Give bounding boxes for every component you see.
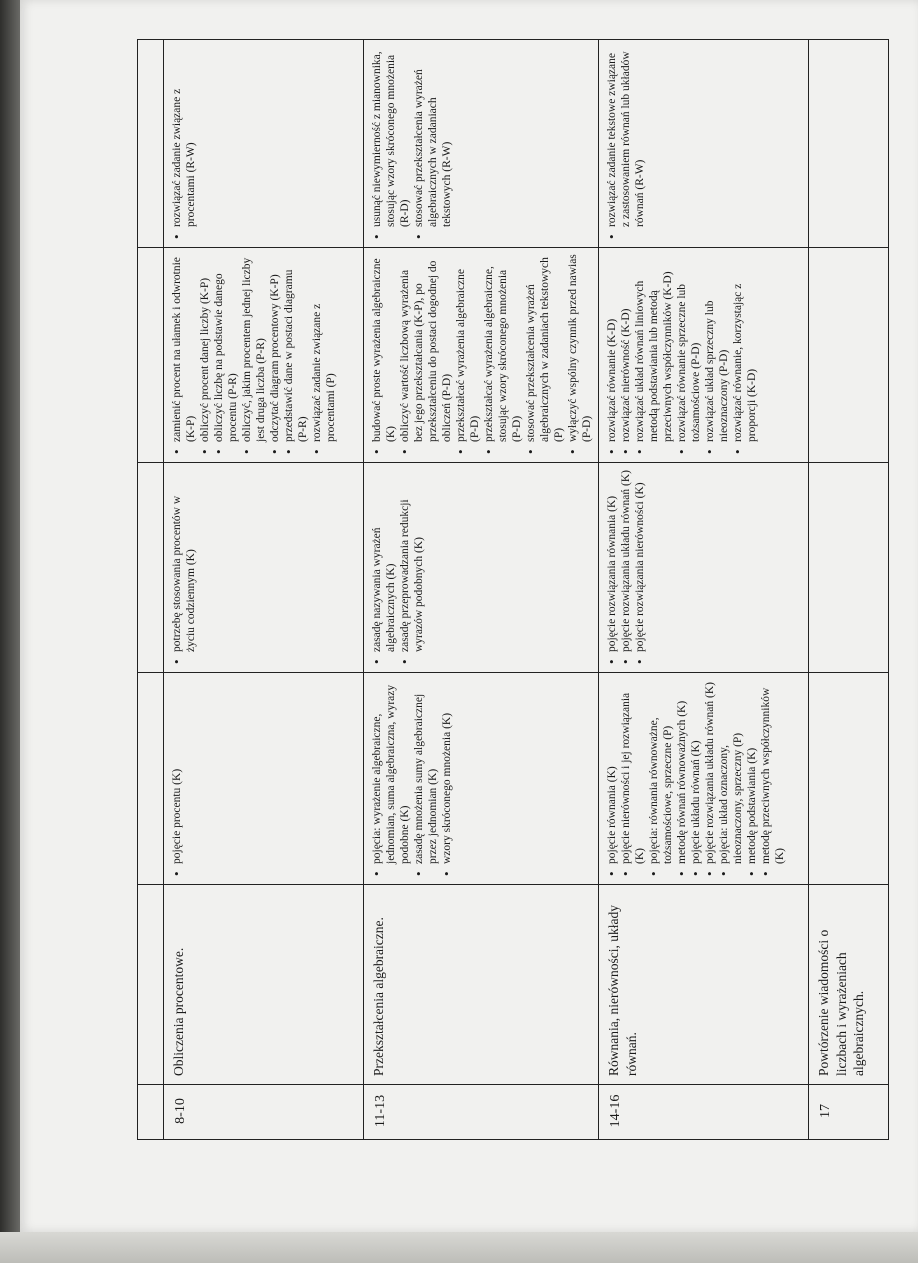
- list-item: • rozwiązać zadanie związane z procentami (P): [310, 254, 338, 442]
- list-item: • potrzebę stosowania procentów w życiu codziennym (K): [170, 469, 198, 652]
- rotated-table-container: [137, 40, 867, 1140]
- list-item: • pojęcie równania (K): [605, 679, 619, 864]
- list-item: • budować proste wyrażenia algebraiczne (K): [370, 254, 398, 442]
- list-item: • przekształcać wyrażenia algebraiczne (P-D): [454, 254, 482, 442]
- binding-shadow: [0, 0, 20, 1232]
- lesson-topic: Równania, nierówności, układy równań.: [599, 885, 809, 1085]
- list-item: • zasadę nazywania wyrażeń algebraicznych (K): [370, 469, 398, 652]
- skills-cell: [809, 248, 889, 463]
- lesson-number: 8-10: [164, 1085, 364, 1140]
- table-header-strip: [138, 40, 164, 1140]
- list-item: • rozwiązać zadanie związane z procentami (R-W): [170, 46, 198, 227]
- list-item: • metodę podstawiania (K): [745, 679, 759, 864]
- paper-edge: [0, 1232, 918, 1263]
- list-item: • rozwiązać nierówność (K-D): [619, 254, 633, 442]
- needs-cell: [164, 463, 364, 673]
- list-item: • wzory skróconego mnożenia (K): [440, 679, 454, 864]
- list-item: • zamienić procent na ułamek i odwrotnie (K-P): [170, 254, 198, 442]
- list-item: • obliczyć liczbę na podstawie danego procentu (P-R): [212, 254, 240, 442]
- table-row: [364, 40, 599, 1140]
- list-item: • pojęcie rozwiązania równania (K): [605, 469, 619, 652]
- needs-cell: [809, 463, 889, 673]
- curriculum-table: [137, 39, 889, 1140]
- skills-cell: [599, 248, 809, 463]
- list-item: • zasadę przeprowadzania redukcji wyrazów podobnych (K): [398, 469, 426, 652]
- advanced-cell: [164, 40, 364, 248]
- list-item: • pojęcia: równania równoważne, tożsamościowe, sprzeczne (P): [647, 679, 675, 864]
- list-item: • pojęcia: układ oznaczony, nieoznaczony, sprzeczny (P): [717, 679, 745, 864]
- list-item: • wyłączyć wspólny czynnik przed nawias (P-D): [566, 254, 594, 442]
- list-item: • metodę przeciwnych współczynników (K): [759, 679, 787, 864]
- list-item: • rozwiązać układ sprzeczny lub nieoznaczony (P-D): [703, 254, 731, 442]
- advanced-cell: [809, 40, 889, 248]
- advanced-cell: [364, 40, 599, 248]
- list-item: • przekształcać wyrażenia algebraiczne, stosując wzory skróconego mnożenia (P-D): [482, 254, 524, 442]
- list-item: • pojęcie procentu (K): [170, 679, 184, 864]
- list-item: • pojęcie rozwiązania nierówności (K): [633, 469, 647, 652]
- list-item: • pojęcie rozwiązania układu równań (K): [619, 469, 633, 652]
- needs-cell: [599, 463, 809, 673]
- lesson-topic: Powtórzenie wiadomości o liczbach i wyrażeniach algebraicznych.: [809, 885, 889, 1085]
- concepts-cell: [599, 673, 809, 885]
- list-item: • odczytać diagram procentowy (K-P): [268, 254, 282, 442]
- lesson-topic: Obliczenia procentowe.: [164, 885, 364, 1085]
- needs-cell: [364, 463, 599, 673]
- lesson-topic: Przekształcenia algebraiczne.: [364, 885, 599, 1085]
- list-item: • pojęcie rozwiązania układu równań (K): [703, 679, 717, 864]
- list-item: • obliczyć wartość liczbową wyrażenia bez jego przekształcania (K-P), po przekształceniu do postaci dogodnej do obliczeń (P-D): [398, 254, 454, 442]
- list-item: • rozwiązać układ równań liniowych metodą podstawiania lub metodą przeciwnych współczynników (K-D): [633, 254, 675, 442]
- list-item: • obliczyć procent danej liczby (K-P): [198, 254, 212, 442]
- list-item: • pojęcie układu równań (K): [689, 679, 703, 864]
- table-row: [809, 40, 889, 1140]
- lesson-number: 11-13: [364, 1085, 599, 1140]
- list-item: • stosować przekształcenia wyrażeń algebraicznych w zadaniach tekstowych (R-W): [412, 46, 454, 227]
- list-item: • zasadę mnożenia sumy algebraicznej przez jednomian (K): [412, 679, 440, 864]
- list-item: • rozwiązać równanie sprzeczne lub tożsamościowe (P-D): [675, 254, 703, 442]
- list-item: • rozwiązać równanie, korzystając z proporcji (K-D): [731, 254, 759, 442]
- list-item: • usunąć niewymierność z mianownika, stosując wzory skróconego mnożenia (R-D): [370, 46, 412, 227]
- table-row: [599, 40, 809, 1140]
- list-item: • rozwiązać zadanie tekstowe związane z zastosowaniem równań lub układów równań (R-W): [605, 46, 647, 227]
- advanced-cell: [599, 40, 809, 248]
- lesson-number: 17: [809, 1085, 889, 1140]
- concepts-cell: [164, 673, 364, 885]
- list-item: • rozwiązać równanie (K-D): [605, 254, 619, 442]
- concepts-cell: [364, 673, 599, 885]
- skills-cell: [164, 248, 364, 463]
- list-item: • przedstawić dane w postaci diagramu (P-R): [282, 254, 310, 442]
- list-item: • stosować przekształcenia wyrażeń algebraicznych w zadaniach tekstowych (P): [524, 254, 566, 442]
- list-item: • pojęcia: wyrażenie algebraiczne, jednomian, suma algebraiczna, wyrazy podobne (K): [370, 679, 412, 864]
- table-row: [164, 40, 364, 1140]
- list-item: • metodę równań równoważnych (K): [675, 679, 689, 864]
- list-item: • obliczyć, jakim procentem jednej liczby jest druga liczba (P-R): [240, 254, 268, 442]
- skills-cell: [364, 248, 599, 463]
- list-item: • pojęcie nierówności i jej rozwiązania (K): [619, 679, 647, 864]
- lesson-number: 14-16: [599, 1085, 809, 1140]
- concepts-cell: [809, 673, 889, 885]
